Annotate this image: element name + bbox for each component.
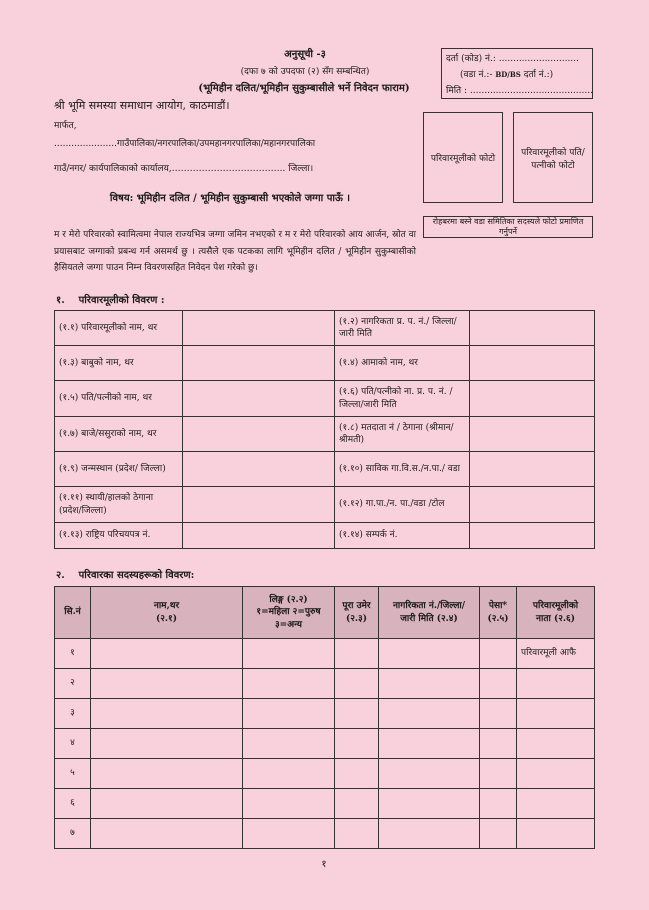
age-cell[interactable] [335, 669, 379, 699]
table-row [55, 819, 595, 849]
relation-cell[interactable]: परिवारमूली आफै [517, 639, 595, 669]
table-row [55, 417, 595, 452]
age-cell[interactable] [335, 819, 379, 849]
occupation-cell[interactable] [480, 819, 517, 849]
section1-title: १. परिवारमूलीको विवरण : [56, 295, 165, 306]
name-cell[interactable] [91, 669, 243, 699]
name-cell[interactable] [91, 699, 243, 729]
citizenship-cell[interactable] [379, 639, 480, 669]
table-header-row [55, 587, 595, 639]
name-cell[interactable] [91, 729, 243, 759]
table-row [55, 639, 595, 669]
field-label: (१.६) पति/पत्नीको ना. प्र. प. नं. / जिल्ला/जारी मिति [335, 381, 470, 417]
field-label: (१.९) जन्मस्थान (प्रदेश/ जिल्ला) [55, 452, 183, 487]
column-header: पूरा उमेर (२.३) [335, 587, 379, 639]
ward-number: (वडा नं.:- BD/BS दर्ता नं.:) [460, 70, 554, 80]
relation-cell[interactable] [517, 819, 595, 849]
table-row [55, 452, 595, 487]
occupation-cell[interactable] [480, 699, 517, 729]
serial-number: ३ [55, 699, 91, 729]
serial-number: ७ [55, 819, 91, 849]
family-members-table [54, 586, 595, 849]
occupation-cell[interactable] [480, 729, 517, 759]
registration-number: दर्ता (कोड) नं.: ............................ [446, 54, 579, 64]
field-value[interactable] [183, 487, 335, 523]
spouse-photo-label: परिवारमूलीको पति/पत्नीको फोटो [521, 147, 585, 171]
column-header: पेसा* (२.५) [480, 587, 517, 639]
field-label: (१.७) बाजे/ससुराको नाम, थर [55, 417, 183, 452]
serial-number: ५ [55, 759, 91, 789]
relation-cell[interactable] [517, 729, 595, 759]
age-cell[interactable] [335, 789, 379, 819]
citizenship-cell[interactable] [379, 789, 480, 819]
serial-number: ६ [55, 789, 91, 819]
field-label: (१.१०) साविक गा.वि.स./न.पा./ वडा [335, 452, 470, 487]
field-label: (१.४) आमाको नाम, थर [335, 346, 470, 381]
subject-line: विषय: भूमिहीन दलित / भूमिहीन सुकुम्बासी भएकोले जग्गा पाऊँ । [109, 193, 351, 204]
name-cell[interactable] [91, 759, 243, 789]
addressee: श्री भूमि समस्या समाधान आयोग, काठमाडौं। [54, 99, 230, 112]
field-label: (१.१४) सम्पर्क नं. [335, 523, 470, 549]
relation-cell[interactable] [517, 669, 595, 699]
table-row [55, 699, 595, 729]
field-value[interactable] [183, 523, 335, 549]
column-header: नागरिकता नं./जिल्ला/ जारी मिति (२.४) [379, 587, 480, 639]
relation-cell[interactable] [517, 699, 595, 729]
table-row [55, 487, 595, 523]
field-label: (१.८) मतदाता नं / ठेगाना (श्रीमान/श्रीमती) [335, 417, 470, 452]
gender-cell[interactable] [243, 759, 335, 789]
table-row [55, 311, 595, 346]
field-value[interactable] [183, 311, 335, 346]
serial-number: ४ [55, 729, 91, 759]
field-value[interactable] [183, 452, 335, 487]
occupation-cell[interactable] [480, 789, 517, 819]
field-value[interactable] [470, 346, 595, 381]
citizenship-cell[interactable] [379, 819, 480, 849]
page-number: १ [321, 859, 327, 870]
field-value[interactable] [470, 523, 595, 549]
field-value[interactable] [470, 417, 595, 452]
field-value[interactable] [470, 487, 595, 523]
field-label: (१.१) परिवारमूलीको नाम, थर [55, 311, 183, 346]
field-value[interactable] [183, 381, 335, 417]
field-value[interactable] [183, 346, 335, 381]
citizenship-cell[interactable] [379, 669, 480, 699]
name-cell[interactable] [91, 789, 243, 819]
table-row [55, 669, 595, 699]
gender-cell[interactable] [243, 639, 335, 669]
head-photo-label: परिवारमूलीको फोटो [430, 154, 496, 164]
field-value[interactable] [470, 381, 595, 417]
column-header: सि.नं [55, 587, 91, 639]
attestation-box [423, 216, 593, 238]
field-label: (१.५) पति/पत्नीको नाम, थर [55, 381, 183, 417]
spouse-photo-box [513, 112, 593, 203]
relation-cell[interactable] [517, 789, 595, 819]
field-label: (१.१३) राष्ट्रिय परिचयपत्र नं. [55, 523, 183, 549]
field-value[interactable] [183, 417, 335, 452]
name-cell[interactable] [91, 819, 243, 849]
office-line: गाउँ/नगर/ कार्यपालिकाको कार्यालय,……………………………….. जिल्ला। [54, 164, 314, 174]
age-cell[interactable] [335, 729, 379, 759]
gender-cell[interactable] [243, 789, 335, 819]
attestation-label: रोहबरमा बस्ने वडा समितिका सदस्यले फोटो प्रमाणित गर्नुपर्ने [432, 217, 584, 236]
clause-label: (दफा ७ को उपदफा (२) सँग सम्बन्धित) [240, 67, 370, 77]
citizenship-cell[interactable] [379, 699, 480, 729]
registration-box [441, 48, 593, 99]
age-cell[interactable] [335, 759, 379, 789]
head-details-table [54, 310, 595, 549]
occupation-cell[interactable] [480, 639, 517, 669]
field-value[interactable] [470, 311, 595, 346]
table-row [55, 523, 595, 549]
column-header: लिङ्ग (२.२) १=महिला २=पुरुष ३=अन्य [243, 587, 335, 639]
table-row [55, 346, 595, 381]
gender-cell[interactable] [243, 699, 335, 729]
section2-title: २. परिवारका सदस्यहरूको विवरण: [56, 570, 195, 581]
field-label: (१.११) स्थायी/हालको ठेगाना (प्रदेश/जिल्ला) [55, 487, 183, 523]
serial-number: १ [55, 639, 91, 669]
age-cell[interactable] [335, 699, 379, 729]
gender-cell[interactable] [243, 819, 335, 849]
age-cell[interactable] [335, 639, 379, 669]
column-header: परिवारमूलीको नाता (२.६) [517, 587, 595, 639]
head-photo-box [423, 112, 503, 203]
table-row [55, 789, 595, 819]
serial-number: २ [55, 669, 91, 699]
citizenship-cell[interactable] [379, 759, 480, 789]
gender-cell[interactable] [243, 729, 335, 759]
relation-cell[interactable] [517, 759, 595, 789]
table-row [55, 759, 595, 789]
gender-cell[interactable] [243, 669, 335, 699]
column-header: नाम,थर (२.१) [91, 587, 243, 639]
table-row [55, 381, 595, 417]
body-paragraph: म र मेरो परिवारको स्वामित्वमा नेपाल राज्यभित्र जग्गा जमिन नभएको र म र मेरो परिवारको आय आर्जन, स्रोत वा प्रयासबाट जग्गाको प्रबन्ध गर्न असमर्थ छु । त्यसैले एक पटकका लागि भूमिहीन दलित / भूमिहीन सुकुम्बासीको हैसियतले जग्गा पाउन निम्न विवरणसहित निवेदन पेश गरेको छु। [54, 230, 416, 274]
form-title: (भूमिहीन दलित/भूमिहीन सुकुम्बासीले भर्ने निवेदन फाराम) [198, 83, 410, 94]
municipality-line: ......................गाउँपालिका/नगरपालिका/उपमहानगरपालिका/महानगरपालिका [54, 139, 316, 149]
registration-date: मिति : ........................................... [446, 86, 593, 96]
table-row [55, 729, 595, 759]
field-value[interactable] [470, 452, 595, 487]
field-label: (१.३) बाबुको नाम, थर [55, 346, 183, 381]
citizenship-cell[interactable] [379, 729, 480, 759]
occupation-cell[interactable] [480, 759, 517, 789]
field-label: (१.१२) गा.पा./न. पा./वडा /टोल [335, 487, 470, 523]
occupation-cell[interactable] [480, 669, 517, 699]
schedule-label: अनुसूची -३ [284, 49, 326, 60]
field-label: (१.२) नागरिकता प्र. प. नं./ जिल्ला/जारी मिति [335, 311, 470, 346]
name-cell[interactable] [91, 639, 243, 669]
via-label: मार्फत, [54, 121, 77, 131]
